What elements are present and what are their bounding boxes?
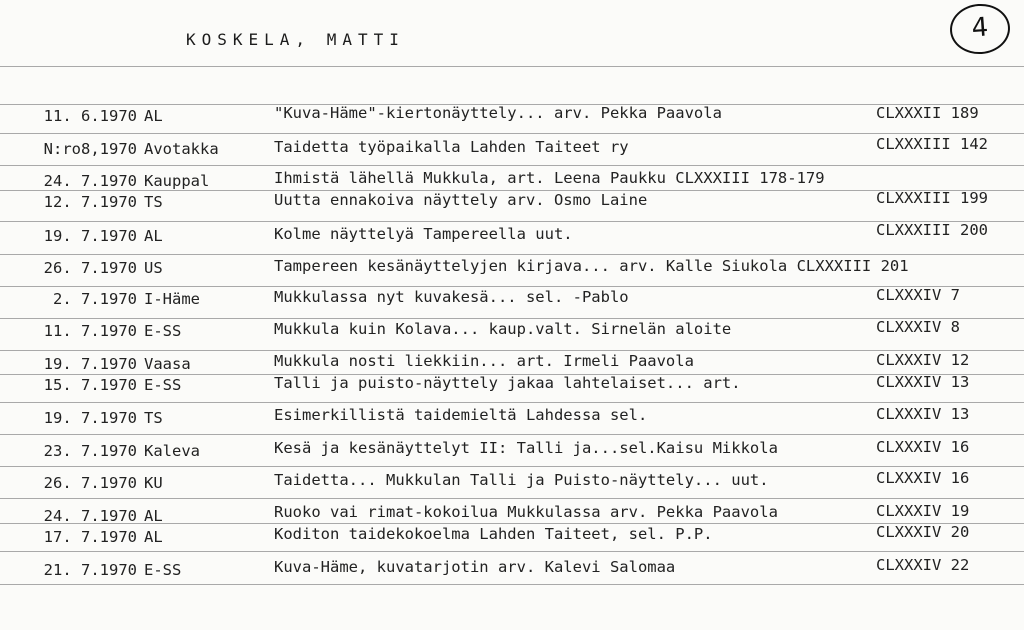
entry-source: AL [144, 227, 163, 245]
entry-source: Avotakka [144, 140, 219, 158]
entry-ref: CLXXXIV 8 [876, 318, 960, 336]
entry-date: 19. 7.1970 [43, 227, 137, 245]
entry-ref: CLXXXIV 16 [876, 438, 970, 456]
entry-text: Ihmistä lähellä Mukkula, art. Leena Paukku CLXXXIII 178-179 [274, 169, 825, 187]
entry-ref: CLXXXIII 199 [876, 189, 988, 207]
entry-text: Kolme näyttelyä Tampereella uut. [274, 225, 573, 243]
entry-text: Taidetta työpaikalla Lahden Taiteet ry [274, 138, 629, 156]
entry-date: 11. 7.1970 [43, 322, 137, 340]
entry-source: US [144, 259, 163, 277]
entry-text: Tampereen kesänäyttelyjen kirjava... arv. Kalle Siukola CLXXXIII 201 [274, 257, 909, 275]
entry-source: AL [144, 507, 163, 525]
entry-date: 12. 7.1970 [43, 193, 137, 211]
entry-source: Vaasa [144, 355, 191, 373]
ruled-line [0, 66, 1024, 67]
entry-text: Ruoko vai rimat-kokoilua Mukkulassa arv. Pekka Paavola [274, 503, 778, 521]
ruled-line [0, 318, 1024, 319]
ruled-line [0, 165, 1024, 166]
entry-date: 23. 7.1970 [43, 442, 137, 460]
ruled-line [0, 584, 1024, 585]
card-title: KOSKELA, MATTI [186, 30, 405, 49]
entry-date: 17. 7.1970 [43, 528, 137, 546]
entry-source: E-SS [144, 561, 182, 579]
entry-ref: CLXXXIV 13 [876, 405, 970, 423]
ruled-line [0, 434, 1024, 435]
entry-date: 19. 7.1970 [43, 355, 137, 373]
entry-ref: CLXXXIV 19 [876, 502, 970, 520]
entry-source: KU [144, 474, 163, 492]
ruled-line [0, 551, 1024, 552]
entry-source: AL [144, 528, 163, 546]
entry-text: Kesä ja kesänäyttelyt II: Talli ja...sel.Kaisu Mikkola [274, 439, 778, 457]
entry-text: Esimerkillistä taidemieltä Lahdessa sel. [274, 406, 648, 424]
ruled-line [0, 466, 1024, 467]
entry-ref: CLXXXIV 13 [876, 373, 970, 391]
entry-date: 24. 7.1970 [43, 172, 137, 190]
entry-source: E-SS [144, 376, 182, 394]
ruled-line [0, 286, 1024, 287]
entry-date: 19. 7.1970 [43, 409, 137, 427]
entry-source: AL [144, 107, 163, 125]
ruled-line [0, 254, 1024, 255]
entry-text: Mukkulassa nyt kuvakesä... sel. -Pablo [274, 288, 629, 306]
entry-source: Kaleva [144, 442, 200, 460]
ruled-line [0, 350, 1024, 351]
entry-ref: CLXXXII 189 [876, 104, 979, 122]
entry-date: 11. 6.1970 [43, 107, 137, 125]
entry-ref: CLXXXIV 12 [876, 351, 970, 369]
entry-text: Uutta ennakoiva näyttely arv. Osmo Laine [274, 191, 648, 209]
entry-ref: CLXXXIII 142 [876, 135, 988, 153]
entry-source: TS [144, 409, 163, 427]
entry-date: 15. 7.1970 [43, 376, 137, 394]
entry-date: 26. 7.1970 [43, 259, 137, 277]
entry-source: Kauppal [144, 172, 210, 190]
entry-text: Koditon taidekokoelma Lahden Taiteet, sel. P.P. [274, 525, 713, 543]
entry-text: Taidetta... Mukkulan Talli ja Puisto-näyttely... uut. [274, 471, 769, 489]
entry-date: 24. 7.1970 [43, 507, 137, 525]
entry-date: N:ro8,1970 [43, 140, 137, 158]
entry-ref: CLXXXIV 20 [876, 523, 970, 541]
entry-ref: CLXXXIV 22 [876, 556, 970, 574]
entry-source: I-Häme [144, 290, 200, 308]
ruled-line [0, 133, 1024, 134]
entry-date: 26. 7.1970 [43, 474, 137, 492]
entry-ref: CLXXXIV 16 [876, 469, 970, 487]
entry-text: Mukkula kuin Kolava... kaup.valt. Sirnelän aloite [274, 320, 732, 338]
entry-ref: CLXXXIV 7 [876, 286, 960, 304]
card-number: 4 [948, 2, 1011, 56]
entry-text: Kuva-Häme, kuvatarjotin arv. Kalevi Salomaa [274, 558, 676, 576]
entry-date: 21. 7.1970 [43, 561, 137, 579]
entry-source: TS [144, 193, 163, 211]
entry-text: Mukkula nosti liekkiin... art. Irmeli Paavola [274, 352, 694, 370]
ruled-line [0, 221, 1024, 222]
entry-text: Talli ja puisto-näyttely jakaa lahtelaiset... art. [274, 374, 741, 392]
ruled-line [0, 498, 1024, 499]
entry-ref: CLXXXIII 200 [876, 221, 988, 239]
entry-date: 2. 7.1970 [53, 290, 137, 308]
ruled-line [0, 402, 1024, 403]
entry-source: E-SS [144, 322, 182, 340]
entry-text: "Kuva-Häme"-kiertonäyttely... arv. Pekka Paavola [274, 104, 722, 122]
